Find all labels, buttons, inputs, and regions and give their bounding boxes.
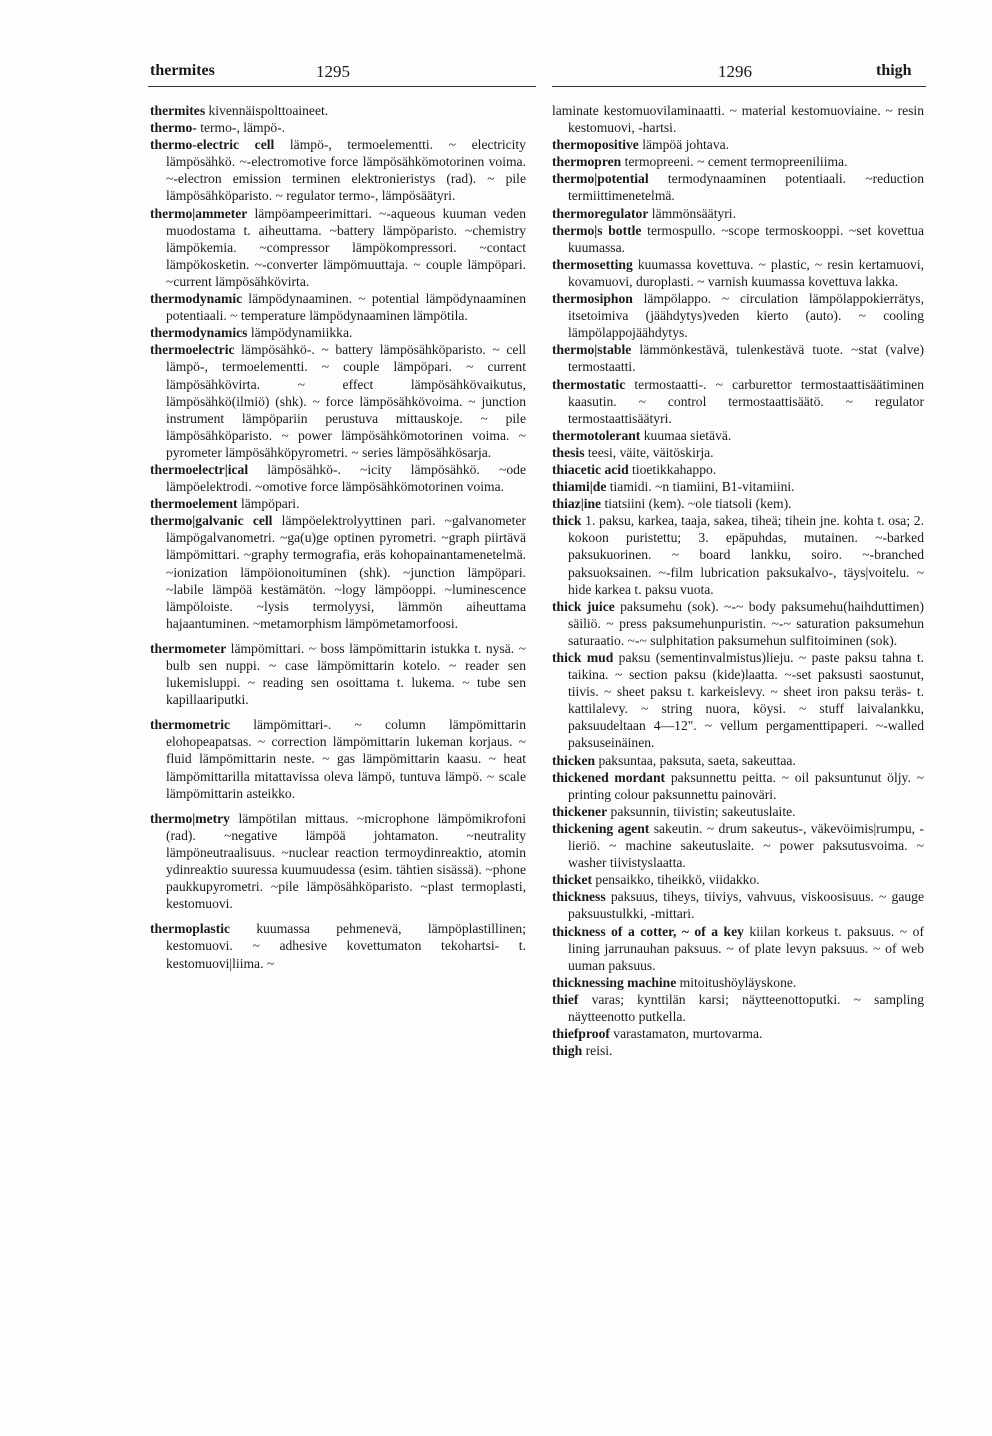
dictionary-entry [552, 769, 924, 803]
entry-headword: thicknessing machine [552, 974, 677, 990]
entry-headword: thickness of a cotter, ~ of a key [552, 923, 744, 939]
entry-definition: paksuntaa, paksuta, saeta, sakeuttaa. [595, 752, 796, 768]
dictionary-entry [552, 290, 924, 341]
dictionary-entry [552, 478, 924, 495]
entry-headword: thermometric [150, 717, 231, 733]
dictionary-entry [150, 290, 526, 324]
dictionary-entry [150, 495, 526, 512]
entry-headword: thermoplastic [150, 921, 231, 937]
entry-definition: kuumaa sietävä. [640, 427, 732, 443]
entry-headword: thigh [552, 1043, 583, 1059]
entry-definition: tioetikkahappo. [628, 461, 717, 477]
entry-definition: kivennäispolttoaineet. [205, 103, 329, 118]
dictionary-entry [552, 461, 924, 478]
entry-definition: lämpöpari. [237, 496, 300, 512]
entry-definition: paksuus, tiheys, tiiviys, vahvuus, viskoosisuus. ~ gauge paksuustulkki, -mittari. [568, 889, 924, 922]
entry-definition: lämmönkestävä, tulenkestävä tuote. ~stat (valve) termostaatti. [568, 342, 924, 375]
right-page-number: 1296 [718, 62, 752, 81]
entry-headword: thermoelement [150, 496, 238, 512]
entry-definition: kiilan korkeus t. paksuus. ~ of lining jarrunauhan paksuus. ~ of plate levyn paksuus. ~ of web uuman paksuus. [568, 923, 924, 973]
dictionary-entry [552, 102, 924, 136]
entry-headword: thermo|metry [150, 810, 230, 826]
entry-definition: lämpömittari-. ~ column lämpömittarin elohopeapatsas. ~ correction lämpömittarin lukeman korjaus. ~ fluid lämpömittarin neste. ~ gas lämpömittarin kaasu. ~ heat lämpömittarilla mitattavissa oleva lämpö, tuntuva lämpö. ~ scale lämpömittarin asteikko. [166, 717, 526, 801]
entry-definition: termodynaaminen potentiaali. ~reduction termiittimenetelmä. [568, 171, 924, 204]
entry-definition: paksu (sementinvalmistus)lieju. ~ paste paksu tahna t. taikina. ~ section paksu (kide)laatta. ~-set paksusti saostunut, tiivis. ~ sheet paksu t. karkeislevy. ~ sheet iron paksu teräs- t. kattilalevy. ~ string nuora, köysi. ~ stuff laivalankku, paksuudeltaan 4—12". ~ vellum pergamenttipaperi. ~-walled paksuseinäinen. [568, 650, 924, 751]
dictionary-entry [150, 119, 526, 136]
dictionary-entry [552, 803, 924, 820]
entry-definition: 1. paksu, karkea, taaja, sakea, tiheä; tihein jne. kohta t. osa; 2. kokoon puristettu; 3. epäpuhdas, mutainen. ~-barked paksukuorinen. ~ board lankku, soiro. ~-branched paksuoksainen. ~-film lubrication paksukalvo-, täys|voitelu. ~ hide karkea t. paksu vuota. [568, 513, 924, 597]
dictionary-entry [552, 444, 924, 461]
entry-headword: thermodynamics [150, 325, 248, 341]
entry-headword: thicket [552, 872, 593, 888]
entry-definition: paksumehu (sok). ~-~ body paksumehu(haihduttimen) säiliö. ~ press paksumehunpuristin. ~-~ saturation paksumehun saturaatio. ~-~ sulphitation paksumehun sulfitoiminen (sok). [568, 598, 924, 648]
entry-headword: thermo|potential [552, 171, 649, 187]
dictionary-entry [150, 205, 526, 290]
dictionary-entry [552, 1042, 924, 1059]
entry-definition: lämpötilan mittaus. ~microphone lämpömikrofoni (rad). ~negative lämpöä johtamaton. ~neutrality lämpöneutraalisuus. ~nuclear reaction termoydinreaktio, atomin ydinreaktio suuressa kuumuudessa (esim. tähtien sisässä). ~phone paukkupyrometri. ~pile lämpösähköparisto. ~plast termoplasti, kestomuovi. [166, 810, 526, 912]
entry-definition: termo-, lämpö-. [196, 120, 286, 136]
entry-definition: lämpödynamiikka. [247, 325, 353, 341]
entry-definition: varastamaton, murtovarma. [609, 1026, 763, 1042]
dictionary-entry [552, 427, 924, 444]
left-page-number: 1295 [316, 62, 350, 81]
right-column [552, 102, 924, 1059]
dictionary-entry [552, 1025, 924, 1042]
dictionary-entry [552, 376, 924, 427]
left-column [150, 102, 526, 972]
entry-definition: lämmönsäätyri. [648, 205, 736, 221]
header-rule-right [552, 86, 926, 87]
entry-headword: thiami|de [552, 479, 607, 495]
dictionary-entry [150, 810, 526, 913]
entry-definition: lämpöelektrolyyttinen pari. ~galvanometer lämpögalvanometri. ~ga(u)ge optinen pyrometri. ~graph piirtävä lämpömittari. ~graphy termografia, eräs kohopainantamenetelmä. ~ionization lämpöionoituminen (shk). ~junction lämpöpari. ~labile lämpöä kestämätön. ~logy lämpöoppi. ~luminescence lämpöloiste. ~lysis termolyysi, lämmön aiheuttama hajaantuminen. ~metamorphism lämpömetamorfoosi. [166, 513, 527, 631]
entry-headword: thermoregulator [552, 205, 649, 221]
entry-headword: thicken [552, 752, 596, 768]
right-running-head: thigh [876, 62, 912, 79]
dictionary-entry [150, 716, 526, 801]
dictionary-entry [552, 923, 924, 974]
entry-definition: lämpömittari. ~ boss lämpömittarin istukka t. nysä. ~ bulb sen nuppi. ~ case lämpömittarin kotelo. ~ reader sen lukemisluppi. ~ reading sen osoittama t. lukema. ~ tube sen kapillaariputki. [166, 640, 526, 708]
entry-headword: thick mud [552, 650, 614, 665]
dictionary-entry [150, 640, 526, 708]
entry-headword: thermo|stable [552, 342, 632, 358]
entry-definition: sakeutin. ~ drum sakeutus-, väkevöimis|rumpu, -lieriö. ~ machine sakeutuslaite. ~ power paksutusvoima. ~ washer tiivistyslaatta. [568, 820, 924, 871]
entry-headword: thermopren [552, 154, 622, 170]
dictionary-entry [552, 991, 924, 1025]
entry-headword: thickened mordant [552, 769, 666, 785]
dictionary-entry [150, 102, 526, 119]
entry-definition: varas; kynttilän karsi; näytteenottoputki. ~ sampling näytteenotto putkella. [568, 991, 924, 1024]
dictionary-entry [552, 820, 924, 871]
dictionary-entry [552, 512, 924, 597]
entry-headword: thief [552, 991, 579, 1007]
entry-definition: lämpösähkö-. ~icity lämpösähkö. ~ode lämpöelektrodi. ~omotive force lämpösähkömotorinen voima. [166, 461, 526, 495]
entry-definition: tiamidi. ~n tiamiini, B1-vitamiini. [606, 479, 795, 495]
entry-definition: kuumassa kovettuva. ~ plastic, ~ resin kertamuovi, kovamuovi, duroplasti. ~ varnish kuumassa kovettuva lakka. [568, 256, 924, 289]
dictionary-entry [552, 222, 924, 256]
entry-headword: thesis [552, 444, 585, 460]
entry-headword: thick [552, 513, 582, 529]
entry-headword: thick juice [552, 598, 615, 614]
dictionary-entry [552, 871, 924, 888]
dictionary-entry [552, 649, 924, 752]
entry-definition: kuumassa pehmenevä, lämpöplastillinen; kestomuovi. ~ adhesive kovettumaton tekohartsi- t. kestomuovi|liima. ~ [166, 921, 526, 971]
entry-definition: lämpöä johtava. [638, 137, 730, 153]
entry-headword: thermo-electric cell [150, 137, 275, 153]
entry-headword: thermoelectr|ical [150, 461, 249, 477]
dictionary-entry [552, 598, 924, 649]
dictionary-entry [552, 136, 924, 153]
dictionary-entry [552, 153, 924, 170]
entry-definition: termostaatti-. ~ carburettor termostaattisäätiminen kaasutin. ~ control termostaattisäätö. ~ regulator termostaattisäätyri. [568, 376, 924, 426]
dictionary-entry [552, 205, 924, 222]
entry-headword: thiacetic acid [552, 461, 629, 477]
entry-definition: reisi. [582, 1043, 613, 1059]
entry-definition: mitoitushöyläyskone. [676, 974, 797, 990]
left-running-head: thermites [150, 62, 215, 79]
dictionary-entry [552, 888, 924, 922]
entry-headword: thermopositive [552, 137, 639, 153]
entry-headword: thickening agent [552, 820, 650, 836]
dictionary-entry [150, 136, 526, 204]
entry-headword: thermo|galvanic cell [150, 513, 273, 529]
entry-headword: thiefproof [552, 1026, 610, 1042]
entry-definition: lämpödynaaminen. ~ potential lämpödynaaminen potentiaali. ~ temperature lämpödynaaminen lämpötila. [166, 291, 526, 324]
entry-headword: thermotolerant [552, 427, 641, 443]
entry-definition: teesi, väite, väitöskirja. [584, 444, 714, 460]
dictionary-entry [552, 752, 924, 769]
entry-definition: laminate kestomuovilaminaatti. ~ material kestomuoviaine. ~ resin kestomuovi, -hartsi. [552, 103, 924, 136]
entry-definition: pensaikko, tiheikkö, viidakko. [592, 872, 760, 888]
entry-definition: termospullo. ~scope termoskooppi. ~set kovettua kuumassa. [568, 222, 925, 255]
entry-headword: thermo|ammeter [150, 205, 248, 221]
entry-headword: thermoelectric [150, 342, 235, 358]
entry-headword: thickness [552, 889, 606, 905]
dictionary-entry [150, 920, 526, 971]
entry-definition: tiatsiini (kem). ~ole tiatsoli (kem). [601, 496, 792, 512]
entry-headword: thermodynamic [150, 291, 243, 307]
entry-definition: lämpö-, termoelementti. ~ electricity lämpösähkö. ~-electromotive force lämpösähkömotorinen voima. ~-electron emission terminen elektronieristys (rad). ~ pile lämpösähköparisto. ~ regulator termo-, lämpösäätyri. [166, 137, 526, 204]
dictionary-entry [552, 256, 924, 290]
header-rule-left [148, 86, 536, 87]
entry-definition: lämpöampeerimittari. ~-aqueous kuuman veden muodostama t. aiheuttama. ~battery lämpöparisto. ~chemistry lämpökemia. ~compressor lämpökompressori. ~contact lämpökosketin. ~-converter lämpömuuttaja. ~ couple lämpöpari. ~current lämpösähkövirta. [166, 205, 526, 289]
entry-headword: thermostatic [552, 376, 626, 392]
dictionary-entry [150, 324, 526, 341]
dictionary-entry [150, 461, 526, 495]
entry-headword: thermosetting [552, 256, 633, 272]
dictionary-entry [150, 512, 526, 632]
entry-definition: lämpösähkö-. ~ battery lämpösähköparisto. ~ cell lämpö-, termoelementti. ~ couple lämpöpari. ~ current lämpösähkövirta. ~ effect lämpösähkövaikutus, lämpösähkö(ilmiö) (shk). ~ force lämpösähkövoima. ~ junction instrument lämpöpariin perustuva mittauskoje. ~ pile lämpösähköparisto. ~ power lämpösähkömotorinen voima. ~ pyrometer lämpösähköpyrometri. ~ series lämpösähkösarja. [166, 342, 526, 460]
dictionary-entry [150, 341, 526, 461]
entry-headword: thiaz|ine [552, 496, 602, 512]
entry-headword: thermosiphon [552, 291, 633, 307]
dictionary-entry [552, 974, 924, 991]
entry-headword: thermometer [150, 640, 227, 656]
entry-headword: thermo|s bottle [552, 222, 642, 238]
entry-headword: thermo- [150, 120, 197, 136]
entry-headword: thermites [150, 103, 206, 118]
dictionary-entry [552, 495, 924, 512]
dictionary-entry [552, 170, 924, 204]
entry-definition: termopreeni. ~ cement termopreeniliima. [621, 154, 848, 170]
entry-headword: thickener [552, 803, 608, 819]
entry-definition: paksunnettu peitta. ~ oil paksuntunut öljy. ~ printing colour paksunnettu painoväri. [568, 769, 924, 802]
entry-definition: paksunnin, tiivistin; sakeutuslaite. [607, 803, 796, 819]
dictionary-entry [552, 341, 924, 375]
entry-definition: lämpölappo. ~ circulation lämpölappokierrätys, itsetoimiva (jäähdytys)veden kierto (auto). ~ cooling lämpölappojäähdytys. [568, 291, 924, 341]
